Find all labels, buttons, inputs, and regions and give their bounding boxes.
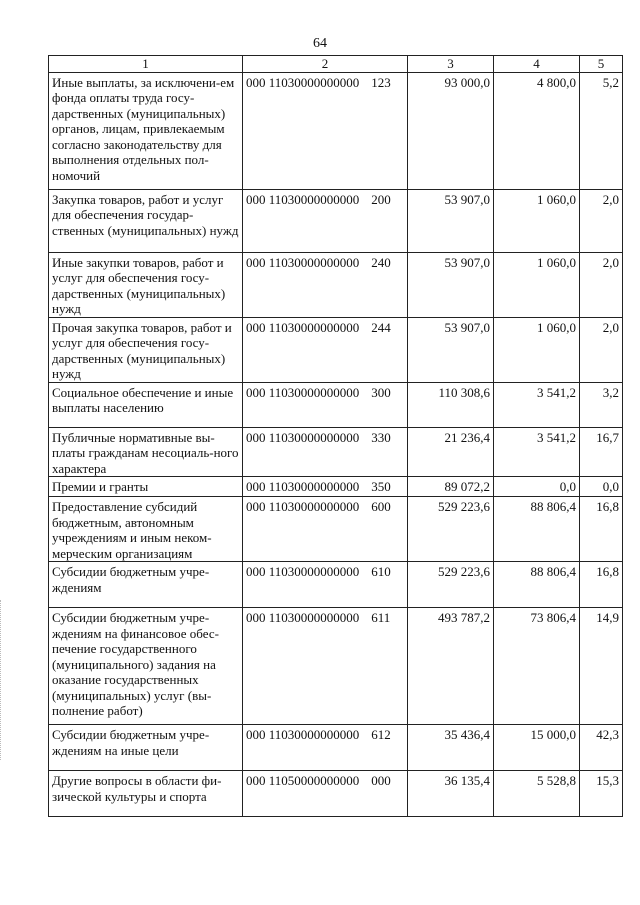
row-expense-type: 240 — [371, 254, 391, 270]
row-name: Другие вопросы в области фи-зической культуры и спорта — [49, 771, 243, 817]
table-row — [49, 252, 623, 317]
table-row — [49, 608, 623, 725]
header-col-2: 2 — [243, 56, 408, 73]
header-col-4: 4 — [494, 56, 580, 73]
row-expense-type: 610 — [371, 564, 391, 579]
row-col4: 4 800,0 — [494, 72, 580, 189]
table-row — [49, 477, 623, 497]
row-col3: 53 907,0 — [408, 252, 494, 317]
row-expense-type: 330 — [371, 429, 391, 445]
header-col-3: 3 — [408, 56, 494, 73]
row-col5: 16,8 — [580, 562, 623, 608]
row-expense-type: 611 — [371, 610, 391, 625]
row-col5: 16,8 — [580, 497, 623, 562]
row-expense-type: 200 — [371, 191, 391, 207]
row-col3: 35 436,4 — [408, 725, 494, 771]
row-name: Субсидии бюджетным учре-ждениям на иные цели — [49, 725, 243, 771]
row-col5: 15,3 — [580, 771, 623, 817]
row-col5: 14,9 — [580, 608, 623, 725]
row-col4: 3 541,2 — [494, 427, 580, 477]
row-code: 000 11030000000000 — [246, 499, 360, 514]
row-name: Предоставление субсидий бюджетным, автономным учреждениям и иным неком-мерческим организациям — [49, 497, 243, 562]
row-budget-code — [243, 189, 408, 252]
table-row — [49, 317, 623, 382]
header-row — [49, 56, 623, 73]
row-name: Социальное обеспечение и иные выплаты населению — [49, 382, 243, 427]
row-expense-type: 600 — [371, 499, 391, 514]
row-code: 000 11030000000000 — [246, 254, 360, 270]
row-expense-type: 244 — [371, 319, 391, 335]
row-budget-code — [243, 317, 408, 382]
header-col-1: 1 — [49, 56, 243, 73]
row-budget-code — [243, 771, 408, 817]
row-col3: 53 907,0 — [408, 317, 494, 382]
row-budget-code — [243, 497, 408, 562]
row-name: Закупка товаров, работ и услуг для обеспечения государ-ственных (муниципальных) нужд — [49, 189, 243, 252]
table-row — [49, 427, 623, 477]
row-col5: 0,0 — [580, 477, 623, 497]
row-code: 000 11030000000000 — [246, 384, 360, 400]
row-col3: 529 223,6 — [408, 497, 494, 562]
row-code: 000 11030000000000 — [246, 319, 360, 335]
row-col4: 5 528,8 — [494, 771, 580, 817]
row-budget-code — [243, 72, 408, 189]
row-budget-code — [243, 725, 408, 771]
row-col3: 89 072,2 — [408, 477, 494, 497]
row-col5: 2,0 — [580, 189, 623, 252]
row-col4: 15 000,0 — [494, 725, 580, 771]
row-col5: 2,0 — [580, 252, 623, 317]
row-col3: 110 308,6 — [408, 382, 494, 427]
row-expense-type: 300 — [371, 384, 391, 400]
row-name: Иные выплаты, за исключени-ем фонда оплаты труда госу-дарственных (муниципальных) органов, лицам, привлекаемым согласно законодательству для выполнения отдельных пол-номочий — [49, 72, 243, 189]
row-code: 000 11030000000000 — [246, 610, 360, 625]
row-col3: 53 907,0 — [408, 189, 494, 252]
row-col4: 1 060,0 — [494, 252, 580, 317]
row-code: 000 11030000000000 — [246, 564, 360, 579]
row-col3: 493 787,2 — [408, 608, 494, 725]
row-name: Субсидии бюджетным учре-ждениям — [49, 562, 243, 608]
table-row — [49, 382, 623, 427]
row-col4: 88 806,4 — [494, 497, 580, 562]
row-code: 000 11030000000000 — [246, 429, 360, 445]
row-col4: 88 806,4 — [494, 562, 580, 608]
scan-edge-marks — [0, 600, 5, 760]
row-col3: 529 223,6 — [408, 562, 494, 608]
row-expense-type: 123 — [371, 74, 391, 90]
row-col5: 42,3 — [580, 725, 623, 771]
row-code: 000 11030000000000 — [246, 479, 360, 494]
row-name: Иные закупки товаров, работ и услуг для обеспечения госу-дарственных (муниципальных) нужд — [49, 252, 243, 317]
table-row — [49, 497, 623, 562]
row-budget-code — [243, 608, 408, 725]
row-budget-code — [243, 562, 408, 608]
header-col-5: 5 — [580, 56, 623, 73]
row-code: 000 11050000000000 — [246, 773, 360, 788]
table-row — [49, 771, 623, 817]
row-code: 000 11030000000000 — [246, 727, 360, 742]
page-number: 64 — [313, 36, 327, 51]
row-col5: 2,0 — [580, 317, 623, 382]
row-code: 000 11030000000000 — [246, 191, 360, 207]
budget-table — [48, 55, 623, 817]
row-col3: 36 135,4 — [408, 771, 494, 817]
row-col4: 1 060,0 — [494, 189, 580, 252]
table-row — [49, 725, 623, 771]
row-col5: 16,7 — [580, 427, 623, 477]
row-name: Прочая закупка товаров, работ и услуг для обеспечения госу-дарственных (муниципальных) нужд — [49, 317, 243, 382]
row-budget-code — [243, 427, 408, 477]
row-col4: 0,0 — [494, 477, 580, 497]
row-name: Субсидии бюджетным учре-ждениям на финансовое обес-печение государственного (муниципального) задания на оказание государственных (муниципальных) услуг (вы-полнение работ) — [49, 608, 243, 725]
row-budget-code — [243, 477, 408, 497]
table-row — [49, 562, 623, 608]
row-col4: 3 541,2 — [494, 382, 580, 427]
row-expense-type: 612 — [371, 727, 391, 742]
row-code: 000 11030000000000 — [246, 74, 360, 90]
row-col3: 21 236,4 — [408, 427, 494, 477]
row-col4: 1 060,0 — [494, 317, 580, 382]
table-row — [49, 189, 623, 252]
row-col3: 93 000,0 — [408, 72, 494, 189]
row-budget-code — [243, 252, 408, 317]
row-col5: 5,2 — [580, 72, 623, 189]
row-budget-code — [243, 382, 408, 427]
row-col5: 3,2 — [580, 382, 623, 427]
table-row — [49, 72, 623, 189]
row-expense-type: 350 — [371, 479, 391, 494]
row-name: Публичные нормативные вы-платы гражданам несоциаль-ного характера — [49, 427, 243, 477]
row-expense-type: 000 — [371, 773, 391, 788]
row-col4: 73 806,4 — [494, 608, 580, 725]
row-name: Премии и гранты — [49, 477, 243, 497]
